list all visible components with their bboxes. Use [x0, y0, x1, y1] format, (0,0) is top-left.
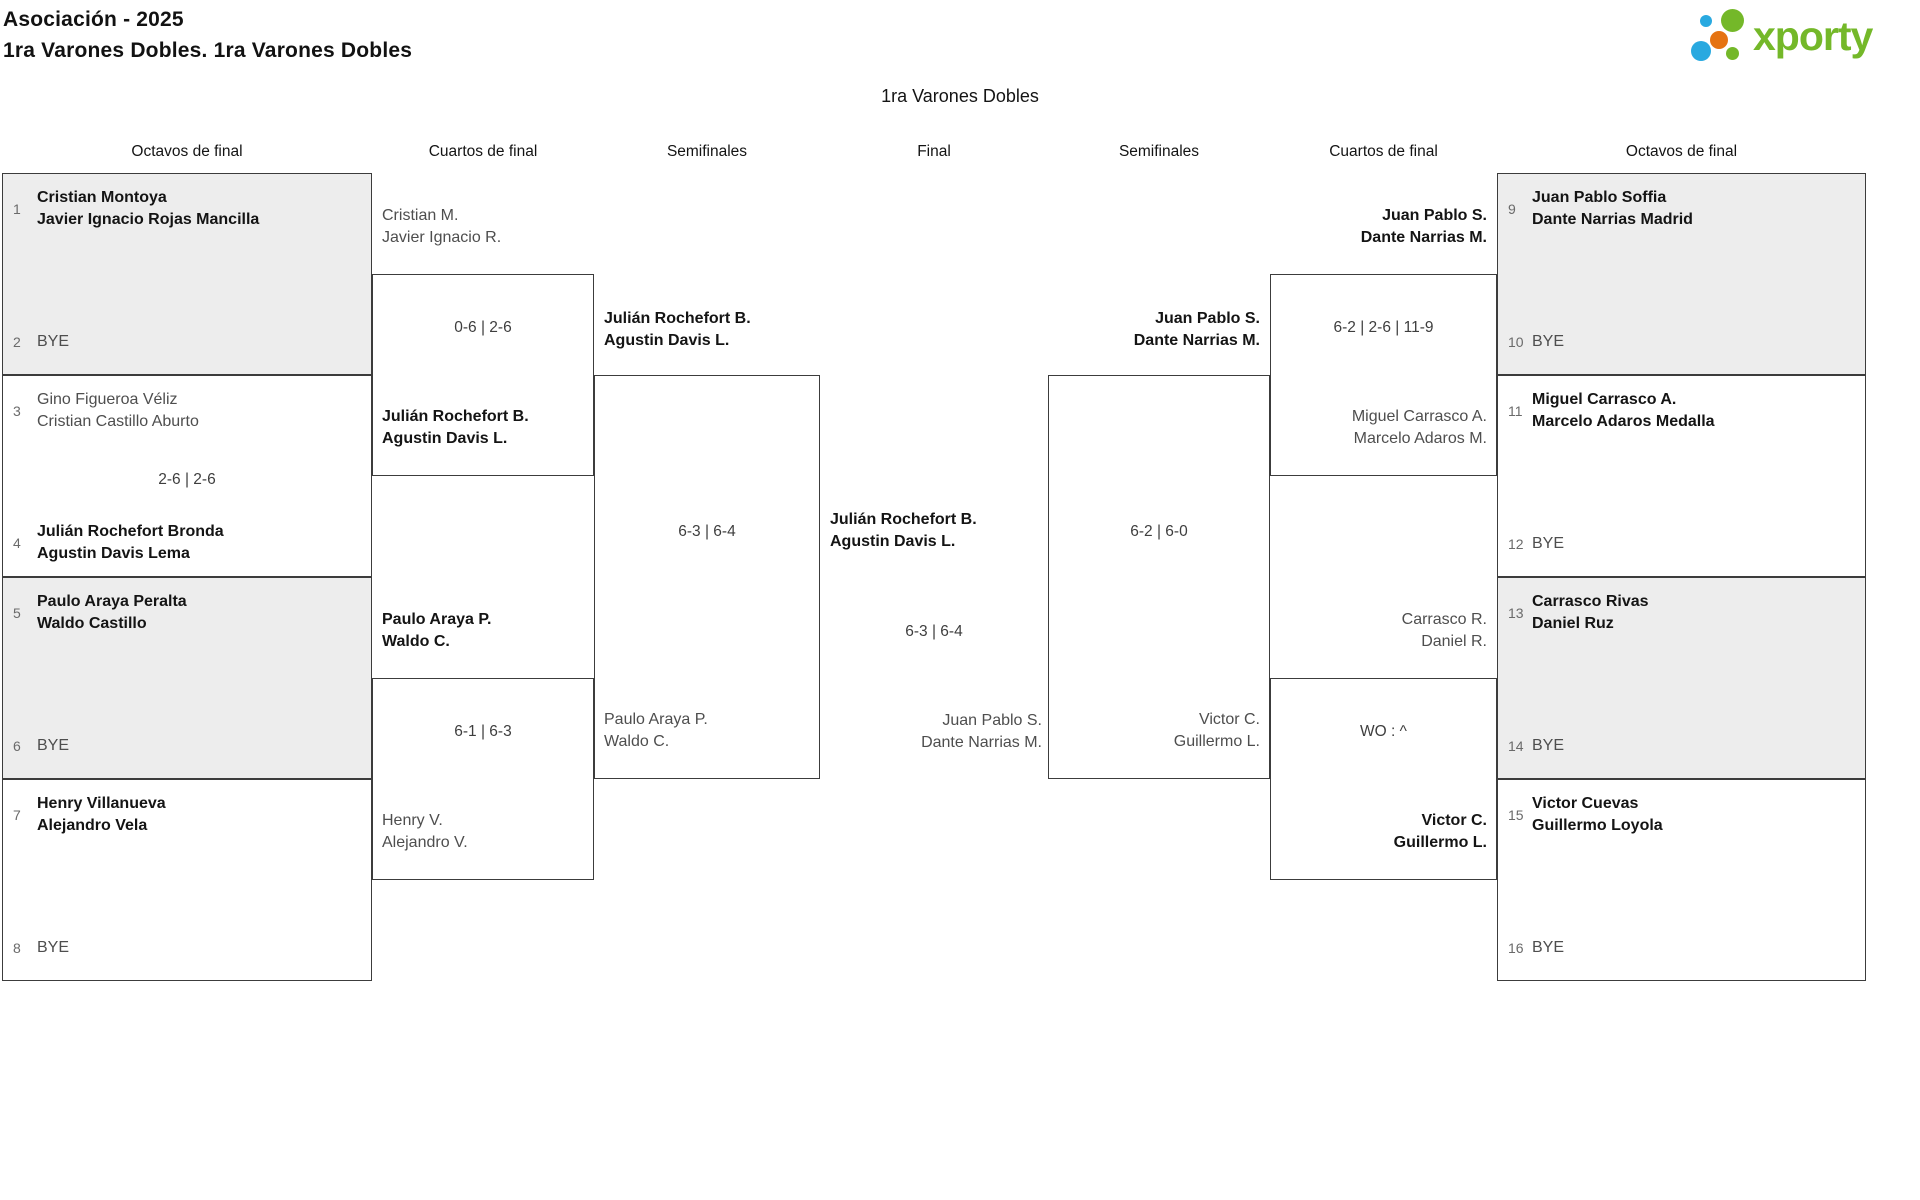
- team-slot: [1508, 591, 1859, 635]
- player-name: Henry Villanueva: [37, 795, 166, 812]
- player-name: Julián Rochefort B.: [604, 310, 751, 327]
- team-slot: [13, 187, 365, 231]
- player-name: Juan Pablo S.: [1155, 310, 1260, 327]
- seed-number: 15: [1508, 807, 1524, 823]
- match-score: WO : ^: [1360, 723, 1407, 740]
- team-slot: [13, 591, 365, 635]
- seed-number: 2: [13, 334, 21, 350]
- round-header-cuartos-left: Cuartos de final: [428, 143, 538, 160]
- seed-number: 8: [13, 940, 21, 956]
- seed-number: 10: [1508, 334, 1524, 350]
- player-name: Julián Rochefort Bronda: [37, 523, 224, 540]
- player-name: Cristian Castillo Aburto: [37, 413, 199, 430]
- player-name: Javier Ignacio R.: [382, 229, 502, 246]
- match-box-r16-left-3: [2, 577, 372, 779]
- logo-text: xporty: [1753, 13, 1873, 59]
- player-name: BYE: [1532, 939, 1565, 956]
- player-name: Paulo Araya P.: [604, 711, 708, 728]
- team-name: [37, 331, 69, 353]
- team-name: [1402, 609, 1487, 653]
- team-slot: [1508, 533, 1859, 555]
- match-box-qf-left-2: [372, 611, 594, 880]
- player-name: Gino Figueroa Véliz: [37, 391, 178, 408]
- player-name: BYE: [37, 737, 70, 754]
- team-name: [382, 810, 468, 854]
- seed-number: 9: [1508, 201, 1516, 217]
- match-box-r16-left-1: [2, 173, 372, 375]
- match-box-qf-left-1: [372, 207, 594, 476]
- player-name: Guillermo L.: [1173, 733, 1260, 750]
- player-name: Miguel Carrasco A.: [1532, 391, 1677, 408]
- match-box-sf-right: [1048, 310, 1270, 779]
- team-name: [1532, 735, 1564, 757]
- team-slot: [13, 331, 365, 353]
- player-name: Miguel Carrasco A.: [1351, 408, 1487, 425]
- team-name: [37, 735, 69, 757]
- match-box-qf-right-2: [1270, 611, 1497, 880]
- team-slot: [13, 937, 365, 959]
- player-name: Guillermo L.: [1393, 834, 1487, 851]
- team-name: [1532, 591, 1649, 635]
- player-name: Cristian Montoya: [37, 189, 167, 206]
- logo-dot-blue-large-icon: [1691, 41, 1711, 61]
- team-name: [37, 591, 187, 635]
- seed-number: 4: [13, 535, 21, 551]
- team-slot: [1508, 331, 1859, 353]
- team-name: [382, 609, 491, 653]
- team-slot: [1508, 187, 1859, 231]
- match-box-r16-right-1: [1497, 173, 1866, 375]
- team-name: [1174, 709, 1260, 753]
- match-score: 6-1 | 6-3: [454, 723, 512, 740]
- player-name: Waldo C.: [382, 633, 450, 650]
- player-name: Javier Ignacio Rojas Mancilla: [37, 211, 260, 228]
- seed-number: 14: [1508, 738, 1524, 754]
- team-name: [37, 937, 69, 959]
- player-name: BYE: [37, 939, 70, 956]
- match-box-qf-right-1: [1270, 207, 1497, 476]
- category-subtitle: 1ra Varones Dobles. 1ra Varones Dobles: [3, 39, 413, 62]
- seed-number: 16: [1508, 940, 1524, 956]
- player-name: Agustin Davis Lema: [37, 545, 190, 562]
- player-name: Victor C.: [1198, 711, 1260, 728]
- player-name: Juan Pablo Soffia: [1532, 189, 1667, 206]
- player-name: Alejandro Vela: [37, 817, 148, 834]
- match-score: 6-3 | 6-4: [905, 623, 963, 640]
- team-name: [604, 308, 751, 352]
- player-name: Guillermo Loyola: [1532, 817, 1663, 834]
- team-name: [382, 205, 501, 249]
- player-name: Juan Pablo S.: [942, 712, 1042, 729]
- match-box-r16-right-4: [1497, 779, 1866, 981]
- team-name: [1532, 389, 1715, 433]
- round-header-octavos-right: Octavos de final: [1625, 143, 1738, 160]
- round-header-final: Final: [917, 143, 951, 160]
- team-slot: [1508, 389, 1859, 433]
- player-name: Dante Narrias M.: [1133, 332, 1260, 349]
- player-name: Juan Pablo S.: [1382, 207, 1487, 224]
- round-header-semis-right: Semifinales: [1118, 143, 1200, 160]
- tournament-title: Asociación - 2025: [3, 8, 184, 31]
- player-name: Waldo C.: [604, 733, 670, 750]
- player-name: Agustin Davis L.: [604, 332, 730, 349]
- player-name: BYE: [1532, 535, 1565, 552]
- player-name: Julián Rochefort B.: [382, 408, 529, 425]
- team-name: [1134, 308, 1260, 352]
- player-name: Henry V.: [382, 812, 443, 829]
- player-name: Waldo Castillo: [37, 615, 147, 632]
- team-name: [37, 521, 224, 565]
- team-slot: [1508, 735, 1859, 757]
- player-name: Agustin Davis L.: [830, 533, 956, 550]
- seed-number: 6: [13, 738, 21, 754]
- player-name: Dante Narrias Madrid: [1532, 211, 1693, 228]
- player-name: BYE: [1532, 333, 1565, 350]
- match-score: 6-3 | 6-4: [678, 523, 736, 540]
- logo-dot-blue-small-icon: [1700, 15, 1712, 27]
- round-header-octavos-left: Octavos de final: [131, 143, 243, 160]
- team-name: [1532, 793, 1663, 837]
- seed-number: 11: [1508, 403, 1523, 419]
- player-name: Alejandro V.: [382, 834, 468, 851]
- team-name: [1361, 205, 1487, 249]
- player-name: Victor C.: [1421, 812, 1487, 829]
- player-name: Paulo Araya Peralta: [37, 593, 187, 610]
- team-slot: [13, 735, 365, 757]
- seed-number: 12: [1508, 536, 1524, 552]
- round-header-semis-left: Semifinales: [666, 143, 748, 160]
- seed-number: 13: [1508, 605, 1524, 621]
- match-score: 6-2 | 6-0: [1130, 523, 1188, 540]
- team-name: [1532, 331, 1564, 353]
- logo-dot-green-large-icon: [1721, 9, 1744, 32]
- seed-number: 3: [13, 403, 21, 419]
- team-slot: [13, 521, 365, 565]
- player-name: Dante Narrias M.: [921, 734, 1042, 751]
- team-name: [37, 389, 199, 433]
- player-name: Daniel Ruz: [1532, 615, 1614, 632]
- team-slot: [13, 793, 365, 837]
- match-box-final: [820, 375, 1048, 779]
- team-slot: [1508, 937, 1859, 959]
- match-score: 2-6 | 2-6: [158, 471, 216, 488]
- team-name: [37, 187, 259, 231]
- logo-dot-green-small-icon: [1726, 47, 1739, 60]
- team-name: [1532, 187, 1693, 231]
- match-box-sf-left: [594, 310, 820, 779]
- player-name: Carrasco Rivas: [1532, 593, 1649, 610]
- team-slot: [13, 389, 365, 433]
- match-box-r16-left-4: [2, 779, 372, 981]
- match-score: 0-6 | 2-6: [454, 319, 512, 336]
- player-name: BYE: [37, 333, 70, 350]
- player-name: Cristian M.: [382, 207, 459, 224]
- player-name: Marcelo Adaros Medalla: [1532, 413, 1715, 430]
- team-name: [382, 406, 529, 450]
- xporty-logo[interactable]: [1690, 2, 1918, 72]
- logo-dot-orange-icon: [1710, 31, 1728, 49]
- team-name: [1352, 406, 1487, 450]
- player-name: Victor Cuevas: [1532, 795, 1639, 812]
- seed-number: 1: [13, 201, 21, 217]
- match-box-r16-right-3: [1497, 577, 1866, 779]
- team-name: [1394, 810, 1487, 854]
- player-name: BYE: [1532, 737, 1565, 754]
- player-name: Carrasco R.: [1401, 611, 1487, 628]
- team-name: [1532, 937, 1564, 959]
- team-name: [604, 709, 708, 753]
- seed-number: 7: [13, 807, 21, 823]
- seed-number: 5: [13, 605, 21, 621]
- player-name: Paulo Araya P.: [382, 611, 492, 628]
- team-name: [921, 710, 1042, 754]
- match-box-r16-left-2: [2, 375, 372, 577]
- bracket-title: 1ra Varones Dobles: [881, 86, 1039, 106]
- match-box-r16-right-2: [1497, 375, 1866, 577]
- player-name: Agustin Davis L.: [382, 430, 508, 447]
- match-score: 6-2 | 2-6 | 11-9: [1333, 319, 1434, 336]
- player-name: Marcelo Adaros M.: [1353, 430, 1487, 447]
- team-name: [830, 509, 977, 553]
- team-name: [1532, 533, 1564, 555]
- player-name: Julián Rochefort B.: [830, 511, 977, 528]
- team-slot: [1508, 793, 1859, 837]
- team-name: [37, 793, 166, 837]
- player-name: Daniel R.: [1421, 633, 1487, 650]
- page-header: [3, 4, 412, 66]
- round-header-cuartos-right: Cuartos de final: [1329, 143, 1438, 160]
- player-name: Dante Narrias M.: [1360, 229, 1487, 246]
